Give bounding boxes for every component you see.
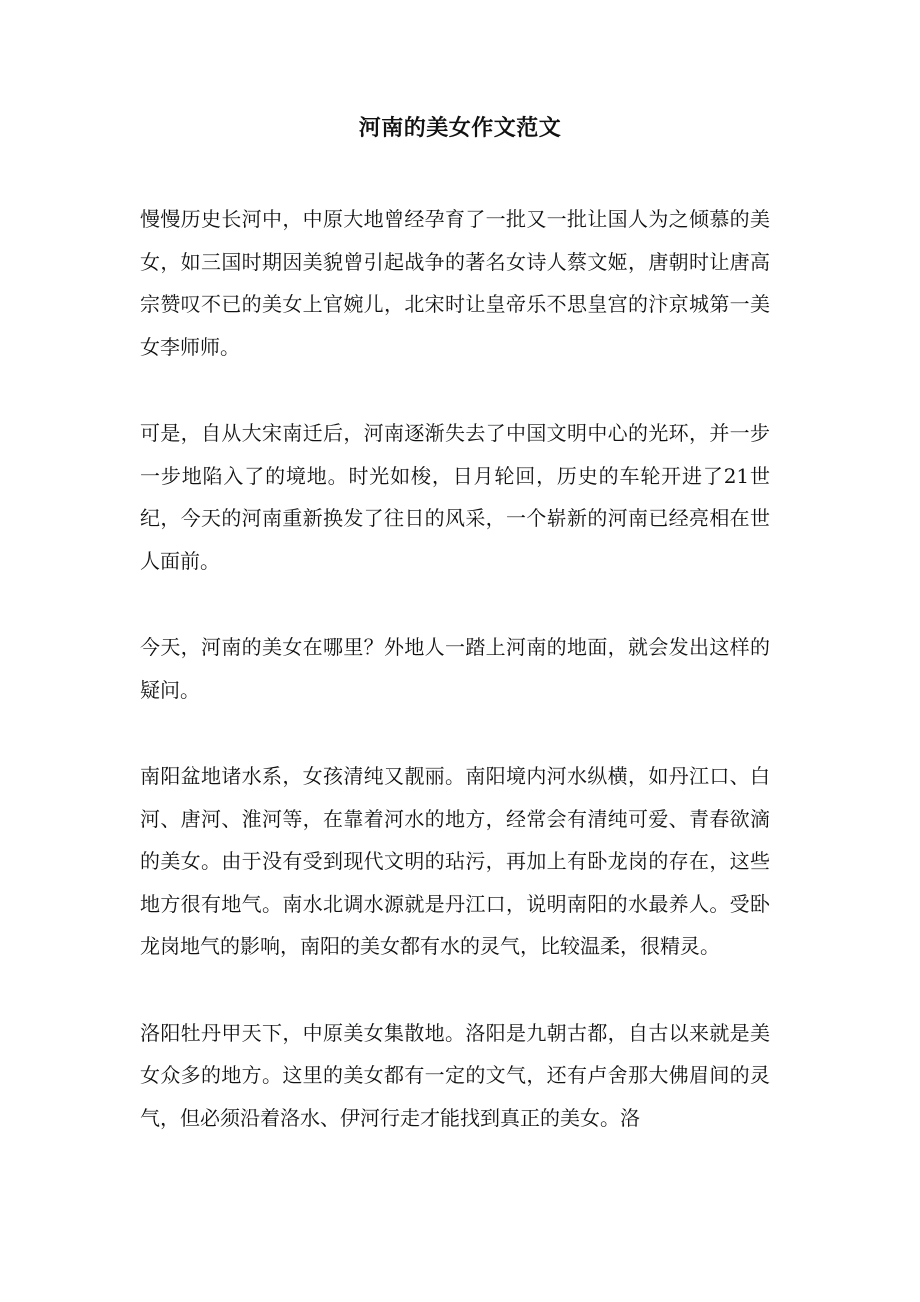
document-title: 河南的美女作文范文	[358, 115, 562, 141]
paragraph-4: 南阳盆地诸水系，女孩清纯又靓丽。南阳境内河水纵横，如丹江口、白河、唐河、淮河等，在靠着河水的地方，经常会有清纯可爱、青春欲滴的美女。由于没有受到现代文明的玷污，再加上有卧龙岗的存在，这些地方很有地气。南水北调水源就是丹江口，说明南阳的水最养人。受卧龙岗地气的影响，南阳的美女都有水的灵气，比较温柔，很精灵。	[140, 764, 770, 958]
document-body	[140, 198, 770, 1183]
paragraph-3: 今天，河南的美女在哪里？外地人一踏上河南的地面，就会发出这样的疑问。	[140, 635, 770, 702]
paragraph-1: 慢慢历史长河中，中原大地曾经孕育了一批又一批让国人为之倾慕的美女，如三国时期因美貌曾引起战争的著名女诗人蔡文姬，唐朝时让唐高宗赞叹不已的美女上官婉儿，北宋时让皇帝乐不思皇宫的汴京城第一美女李师师。	[140, 207, 770, 359]
paragraph-2: 可是，自从大宋南迁后，河南逐渐失去了中国文明中心的光环，并一步一步地陷入了的境地。时光如梭，日月轮回，历史的车轮开进了21世纪，今天的河南重新换发了往日的风采，一个崭新的河南已经亮相在世人面前。	[140, 421, 770, 573]
paragraph-5: 洛阳牡丹甲天下，中原美女集散地。洛阳是九朝古都，自古以来就是美女众多的地方。这里的美女都有一定的文气，还有卢舍那大佛眉间的灵气，但必须沿着洛水、伊河行走才能找到真正的美女。洛	[140, 1020, 770, 1130]
